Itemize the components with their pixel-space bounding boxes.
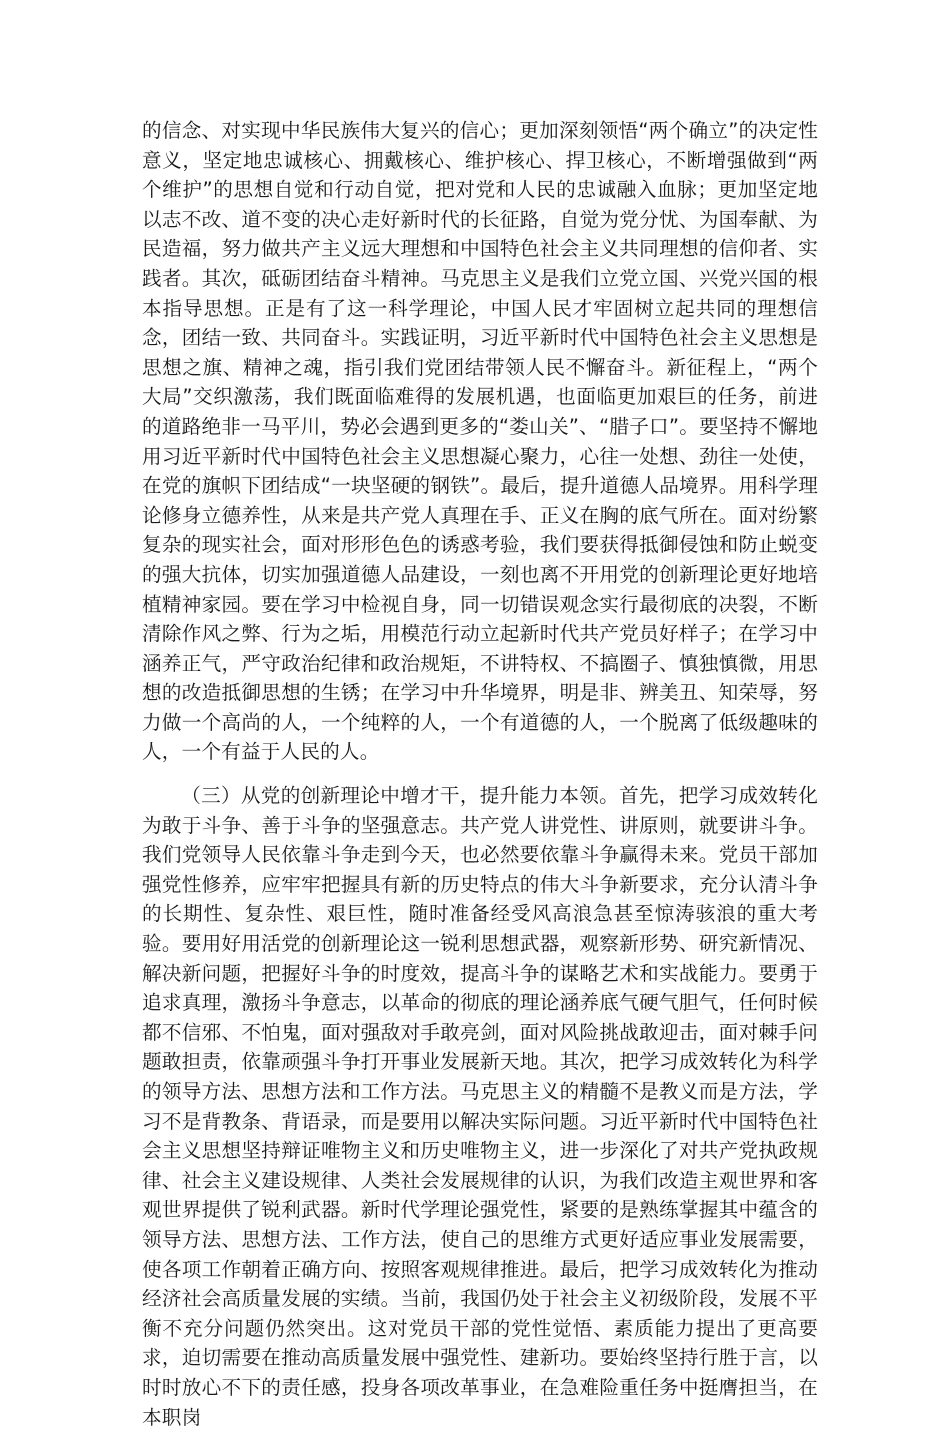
document-page	[142, 116, 818, 1432]
body-paragraph-section-three: （三）从党的创新理论中增才干，提升能力本领。首先，把学习成效转化为敢于斗争、善于斗争的坚强意志。共产党人讲党性、讲原则，就要讲斗争。我们党领导人民依靠斗争走到今天，也必然要依靠斗争赢得未来。党员干部加强党性修养，应牢牢把握具有新的历史特点的伟大斗争新要求，充分认清斗争的长期性、复杂性、艰巨性，随时准备经受风高浪急甚至惊涛骇浪的重大考验。要用好用活党的创新理论这一锐利思想武器，观察新形势、研究新情况、解决新问题，把握好斗争的时度效，提高斗争的谋略艺术和实战能力。要勇于追求真理，激扬斗争意志，以革命的彻底的理论涵养底气硬气胆气，任何时候都不信邪、不怕鬼，面对强敌对手敢亮剑，面对风险挑战敢迎击，面对棘手问题敢担责，依靠顽强斗争打开事业发展新天地。其次，把学习成效转化为科学的领导方法、思想方法和工作方法。马克思主义的精髓不是教义而是方法，学习不是背教条、背语录，而是要用以解决实际问题。习近平新时代中国特色社会主义思想坚持辩证唯物主义和历史唯物主义，进一步深化了对共产党执政规律、社会主义建设规律、人类社会发展规律的认识，为我们改造主观世界和客观世界提供了锐利武器。新时代学理论强党性，紧要的是熟练掌握其中蕴含的领导方法、思想方法、工作方法，使自己的思维方式更好适应事业发展需要，使各项工作朝着正确方向、按照客观规律推进。最后，把学习成效转化为推动经济社会高质量发展的实绩。当前，我国仍处于社会主义初级阶段，发展不平衡不充分问题仍然突出。这对党员干部的党性觉悟、素质能力提出了更高要求，迫切需要在推动高质量发展中强党性、建新功。要始终坚持行胜于言，以时时放心不下的责任感，投身各项改革事业，在急难险重任务中挺膺担当，在本职岗	[142, 784, 818, 1429]
body-paragraph-continued: 的信念、对实现中华民族伟大复兴的信心；更加深刻领悟“两个确立”的决定性意义，坚定地忠诚核心、拥戴核心、维护核心、捍卫核心，不断增强做到“两个维护”的思想自觉和行动自觉，把对党和人民的忠诚融入血脉；更加坚定地以志不改、道不变的决心走好新时代的长征路，自觉为党分忧、为国奉献、为民造福，努力做共产主义远大理想和中国特色社会主义共同理想的信仰者、实践者。其次，砥砺团结奋斗精神。马克思主义是我们立党立国、兴党兴国的根本指导思想。正是有了这一科学理论，中国人民才牢固树立起共同的理想信念，团结一致、共同奋斗。实践证明，习近平新时代中国特色社会主义思想是思想之旗、精神之魂，指引我们党团结带领人民不懈奋斗。新征程上，“两个大局”交织激荡，我们既面临难得的发展机遇，也面临更加艰巨的任务，前进的道路绝非一马平川，势必会遇到更多的“娄山关”、“腊子口”。要坚持不懈地用习近平新时代中国特色社会主义思想凝心聚力，心往一处想、劲往一处使，在党的旗帜下团结成“一块坚硬的钢铁”。最后，提升道德人品境界。用科学理论修身立德养性，从来是共产党人真理在手、正义在胸的底气所在。面对纷繁复杂的现实社会，面对形形色色的诱惑考验，我们要获得抵御侵蚀和防止蜕变的强大抗体，切实加强道德人品建设，一刻也离不开用党的创新理论更好地培植精神家园。要在学习中检视自身，同一切错误观念实行最彻底的决裂，不断清除作风之弊、行为之垢，用模范行动立起新时代共产党员好样子；在学习中涵养正气，严守政治纪律和政治规矩，不讲特权、不搞圈子、慎独慎微，用思想的改造抵御思想的生锈；在学习中升华境界，明是非、辨美丑、知荣辱，努力做一个高尚的人，一个纯粹的人，一个有道德的人，一个脱离了低级趣味的人，一个有益于人民的人。	[142, 119, 818, 764]
